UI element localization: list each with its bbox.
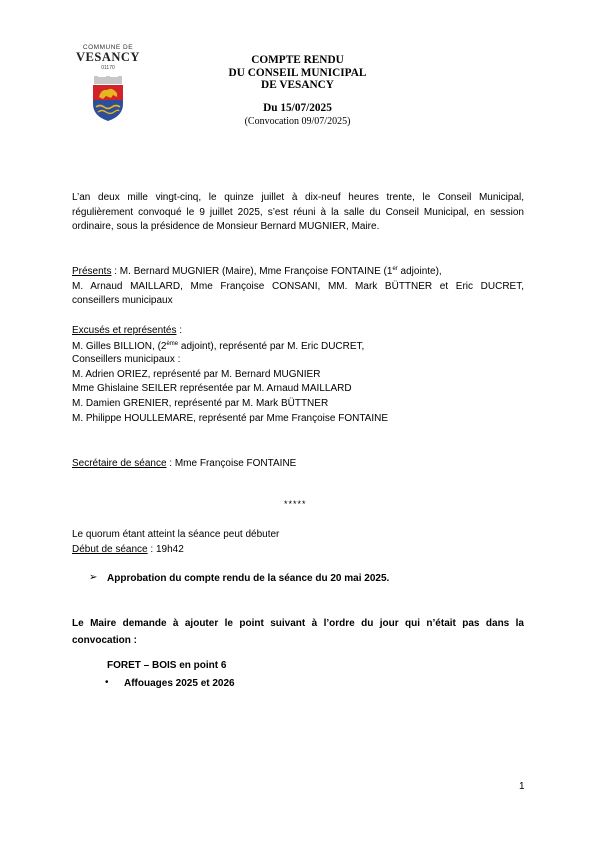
excuses-line-6: M. Philippe HOULLEMARE, représenté par Mme Françoise FONTAINE xyxy=(72,413,389,424)
excuses-label: Excusés et représentés xyxy=(72,325,177,336)
commune-logo xyxy=(72,44,144,122)
excuses-line-5: M. Damien GRENIER, représenté par M. Mark BÜTTNER xyxy=(72,398,329,409)
excuses-line-2: Conseillers municipaux : xyxy=(72,354,181,365)
maire-request-line-2: convocation : xyxy=(72,635,138,646)
excuses-label-suffix: : xyxy=(176,325,183,336)
excuses-line-3: M. Adrien ORIEZ, représenté par M. Bernard MUGNIER xyxy=(72,369,321,380)
presents-line-2: M. Arnaud MAILLARD, Mme Françoise CONSANI, MM. Mark BÜTTNER et Eric DUCRET, xyxy=(72,280,524,292)
quorum-line: Le quorum étant atteint la séance peut débuter xyxy=(72,529,280,540)
intro-paragraph xyxy=(72,191,524,235)
debut-line xyxy=(72,544,184,556)
logo-postal-code: 01170 xyxy=(101,65,115,71)
bullet-icon: • xyxy=(105,677,109,688)
arrow-bullet-icon: ➢ xyxy=(89,572,98,583)
excuses-heading xyxy=(72,325,182,337)
logo-commune-label: COMMUNE DE xyxy=(82,44,134,51)
excuses-line-1-start: M. Gilles BILLION, (2 xyxy=(72,341,167,352)
coat-of-arms-icon xyxy=(91,76,125,122)
debut-label: Début de séance xyxy=(72,544,148,555)
intro-line-3: ordinaire, sous la présidence de Monsieur Bernard MUGNIER, Maire. xyxy=(72,221,380,233)
foret-heading: FORET – BOIS en point 6 xyxy=(107,660,227,671)
excuses-line-1 xyxy=(72,341,364,353)
section-separator: ***** xyxy=(284,499,307,509)
presents-section xyxy=(72,265,524,309)
intro-line-2: régulièrement convoqué le 9 juillet 2025, s’est réuni à la salle du Conseil Municipal, en session xyxy=(72,206,524,218)
presents-line-1 xyxy=(72,265,524,280)
secretaire-value: : Mme Françoise FONTAINE xyxy=(166,458,297,469)
approbation-text: Approbation du compte rendu de la séance du 20 mai 2025. xyxy=(107,573,390,584)
maire-request-line-1: Le Maire demande à ajouter le point suivant à l’ordre du jour qui n’était pas dans la xyxy=(72,618,524,629)
excuses-line-4: Mme Ghislaine SEILER représentée par M. Arnaud MAILLARD xyxy=(72,383,352,394)
presents-label: Présents xyxy=(72,266,112,277)
intro-line-1: L’an deux mille vingt-cinq, le quinze juillet à dix-neuf heures trente, le Conseil Municipal, xyxy=(72,192,524,203)
excuses-line-1-end: adjoint), représenté par M. Eric DUCRET, xyxy=(178,341,365,352)
title-line-2: DU CONSEIL MUNICIPAL xyxy=(228,66,367,79)
presents-sup: er xyxy=(392,266,398,272)
debut-value: : 19h42 xyxy=(147,544,184,555)
maire-request xyxy=(72,615,524,649)
secretaire-line xyxy=(72,458,296,470)
presents-text: : M. Bernard MUGNIER (Maire), Mme Françoise FONTAINE (1 xyxy=(111,266,393,277)
page-number: 1 xyxy=(519,781,525,792)
title-line-1: COMPTE RENDU xyxy=(251,54,344,66)
secretaire-label: Secrétaire de séance xyxy=(72,458,167,469)
presents-text-end: adjointe), xyxy=(397,266,442,277)
meeting-date: Du 15/07/2025 xyxy=(263,102,332,114)
logo-commune-name: VESANCY xyxy=(76,50,140,64)
excuses-sup: ème xyxy=(166,341,179,347)
title-line-3: DE VESANCY xyxy=(261,79,334,92)
convocation-date: (Convocation 09/07/2025) xyxy=(244,116,351,127)
document-title xyxy=(180,54,415,92)
foret-item: Affouages 2025 et 2026 xyxy=(124,678,235,689)
presents-line-3: conseillers municipaux xyxy=(72,295,173,307)
